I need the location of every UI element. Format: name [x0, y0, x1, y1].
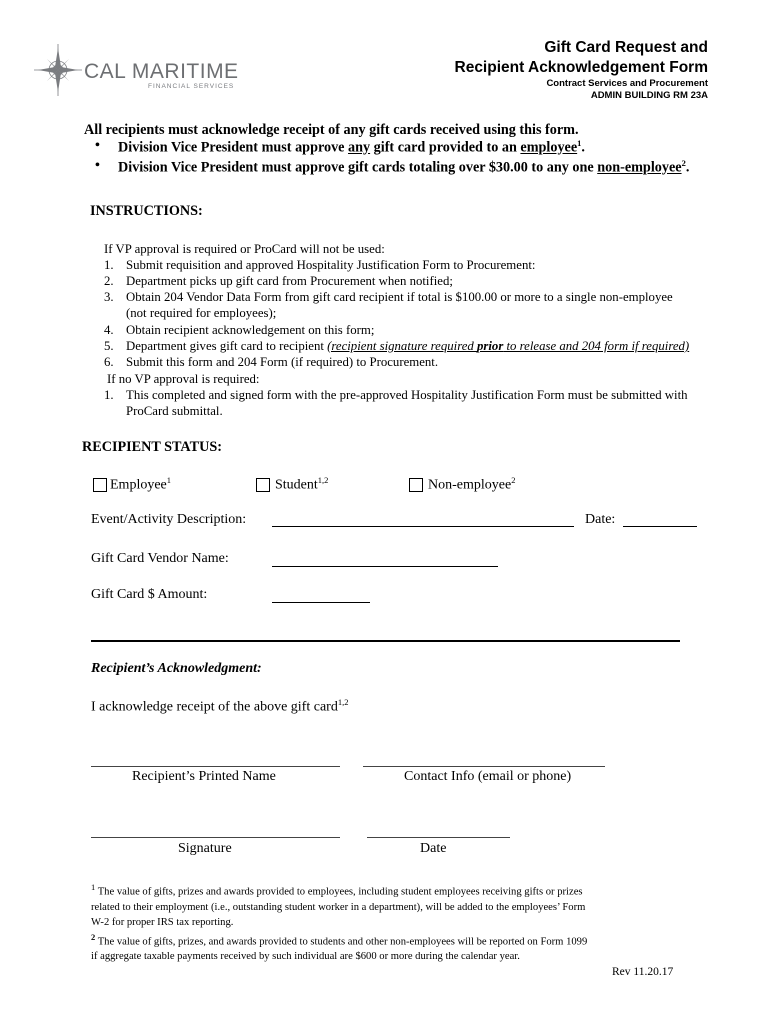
step-5-text — [126, 338, 689, 354]
step-5-italic-prior: prior — [476, 339, 504, 353]
step-text: Obtain 204 Vendor Data Form from gift card recipient if total is $100.00 or more to a single non-employee — [126, 290, 673, 304]
recipient-status-heading: RECIPIENT STATUS: — [82, 439, 222, 455]
signature-field[interactable] — [91, 837, 340, 838]
bullet-1-mid: gift card provided to an — [370, 139, 521, 156]
bullet-1-text: Division Vice President must approve — [118, 139, 349, 156]
step-number: 1. — [104, 258, 114, 272]
step-number: 5. — [104, 339, 114, 353]
bullet-1-end: . — [581, 139, 585, 156]
bullet-2-nonemployee: non-employee — [597, 159, 682, 176]
intro-bullet-2 — [118, 158, 689, 177]
step-text: Obtain recipient acknowledgement on this form; — [126, 323, 375, 337]
employee-sup: 1 — [166, 475, 172, 485]
step-number: 2. — [104, 274, 114, 288]
employee-text: Employee — [110, 477, 167, 493]
bullet-2-end: . — [685, 159, 690, 176]
printed-name-field[interactable] — [91, 766, 340, 767]
footnote-1-line3: W-2 for proper IRS tax reporting. — [91, 916, 234, 928]
section-divider — [91, 640, 680, 642]
contact-info-label: Contact Info (email or phone) — [404, 769, 572, 784]
no-vp-line: If no VP approval is required: — [107, 372, 260, 386]
form-title-line2: Recipient Acknowledgement Form — [454, 59, 708, 76]
cal-maritime-logo — [34, 44, 254, 100]
footnote-1-line2: related to their employment (i.e., outstanding student worker in a department), will be added to the employees’ Form — [91, 901, 586, 913]
signature-date-field[interactable] — [367, 837, 510, 838]
amount-label: Gift Card $ Amount: — [91, 587, 208, 602]
step-text: Submit requisition and approved Hospitality Justification Form to Procurement: — [126, 258, 536, 272]
contact-info-field[interactable] — [363, 766, 605, 767]
footnotes — [91, 880, 587, 964]
acknowledgment-statement — [91, 697, 348, 716]
amount-field[interactable] — [272, 602, 370, 603]
nonemployee-checkbox[interactable] — [409, 478, 423, 492]
step-5-italic-pre: (recipient signature required — [327, 339, 477, 353]
no-vp-step-text-continued: ProCard submittal. — [126, 404, 223, 418]
nonemployee-sup: 2 — [511, 475, 516, 485]
revision-date: Rev 11.20.17 — [612, 966, 674, 978]
footnote-2-line2: if aggregate taxable payments received by such individual are $600 or more during the calendar year. — [91, 951, 520, 963]
signature-date-label: Date — [420, 841, 447, 856]
logo-subtitle: FINANCIAL SERVICES — [148, 83, 235, 90]
footnote-1-line1 — [91, 880, 587, 900]
signature-label: Signature — [178, 841, 232, 856]
student-checkbox[interactable] — [256, 478, 270, 492]
vendor-name-label: Gift Card Vendor Name: — [91, 551, 229, 566]
footnote-1-mark: 1 — [91, 882, 96, 892]
bullet-1-employee: employee — [520, 139, 578, 156]
bullet-2-sup: 2 — [681, 158, 686, 168]
printed-name-label: Recipient’s Printed Name — [132, 769, 276, 784]
no-vp-step-number: 1. — [104, 388, 114, 402]
nonemployee-text: Non-employee — [428, 477, 512, 493]
footnote-2-mark: 2 — [91, 931, 96, 942]
footnote-2-line1 — [91, 930, 587, 950]
footnote-2-text: The value of gifts, prizes, and awards provided to students and other non-employees will be reported on Form 1099 — [95, 936, 588, 948]
form-title-line1: Gift Card Request and — [544, 39, 708, 56]
date-label: Date: — [585, 512, 616, 527]
acknowledgment-heading: Recipient’s Acknowledgment: — [91, 661, 262, 676]
step-number: 6. — [104, 355, 114, 369]
footnote-1-text: The value of gifts, prizes and awards provided to employees, including student employees receiving gifts or prizes — [95, 886, 583, 898]
event-description-field[interactable] — [272, 526, 574, 527]
student-text: Student — [275, 477, 318, 493]
department-location: ADMIN BUILDING RM 23A — [590, 90, 708, 101]
acknowledgment-text: I acknowledge receipt of the above gift card — [91, 699, 338, 715]
instructions-heading: INSTRUCTIONS: — [90, 203, 203, 219]
intro-lead: All recipients must acknowledge receipt of any gift cards received using this form. — [84, 122, 579, 138]
step-text: Department picks up gift card from Procurement when notified; — [126, 274, 453, 288]
intro-bullet-1 — [118, 138, 585, 157]
event-description-label: Event/Activity Description: — [91, 512, 247, 527]
step-text: Submit this form and 204 Form (if required) to Procurement. — [126, 355, 439, 369]
bullet-2-glyph: • — [95, 158, 100, 173]
bullet-1-glyph: • — [95, 138, 100, 153]
student-label — [275, 475, 328, 494]
form-title-block — [455, 38, 709, 102]
step-number: 3. — [104, 290, 114, 304]
vp-required-line: If VP approval is required or ProCard will not be used: — [104, 242, 385, 256]
compass-rose-icon — [34, 44, 82, 100]
employee-checkbox[interactable] — [93, 478, 107, 492]
student-sup: 1,2 — [317, 475, 329, 485]
date-field[interactable] — [623, 526, 697, 527]
vendor-name-field[interactable] — [272, 566, 498, 567]
logo-name: CAL MARITIME — [84, 60, 239, 83]
nonemployee-label — [428, 475, 515, 494]
step-5-plain: Department gives gift card to recipient — [126, 339, 328, 353]
step-number: 4. — [104, 323, 114, 337]
employee-label — [110, 475, 171, 494]
department-name: Contract Services and Procurement — [546, 78, 708, 89]
bullet-1-any: any — [348, 139, 371, 156]
step-5-italic-post: to release and 204 form if required) — [503, 339, 690, 353]
bullet-2-text: Division Vice President must approve gift cards totaling over $30.00 to any one — [118, 159, 598, 176]
step-text-continued: (not required for employees); — [126, 306, 277, 320]
no-vp-step-text: This completed and signed form with the pre-approved Hospitality Justification Form must be submitted with — [126, 388, 688, 402]
acknowledgment-sup: 1,2 — [337, 697, 349, 707]
bullet-1-sup: 1 — [577, 138, 582, 148]
